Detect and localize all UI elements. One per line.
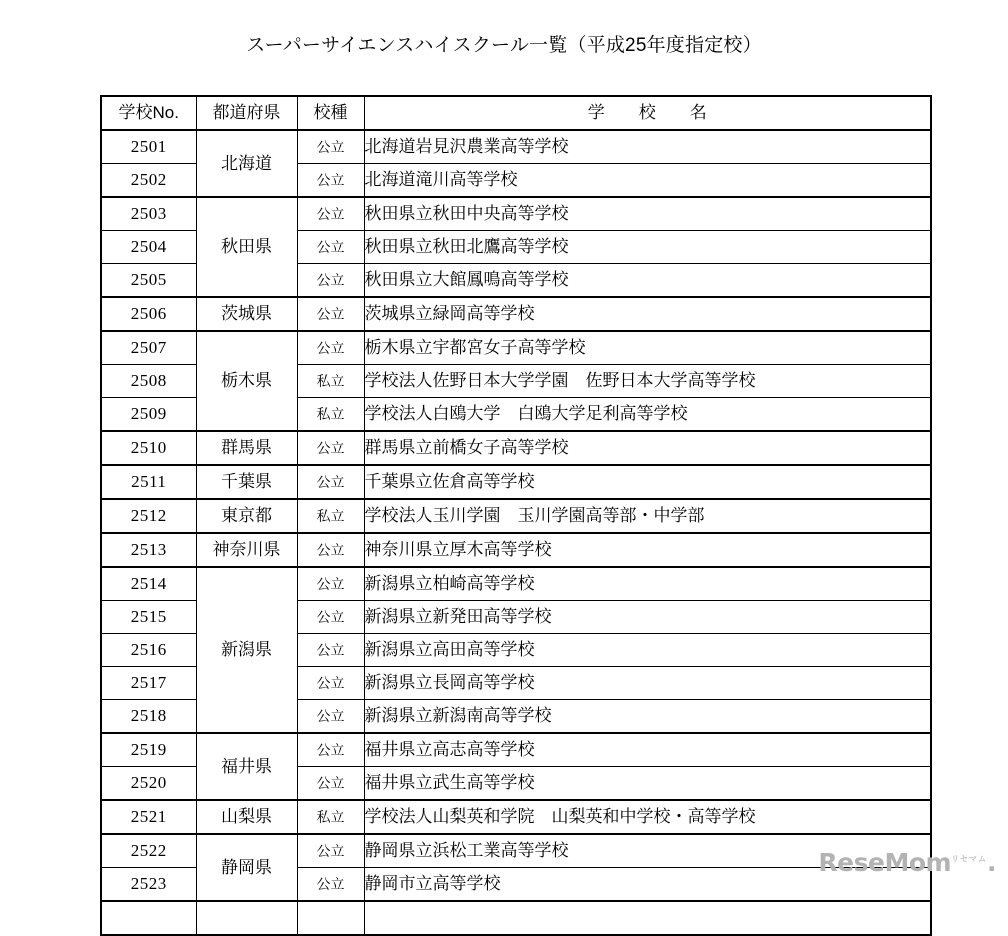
table-row (101, 733, 931, 767)
watermark-superscript: リセマム (951, 854, 987, 864)
cell-school-type: 公立 (297, 601, 364, 634)
cell-prefecture: 新潟県 (196, 567, 297, 733)
cell-school-name: 茨城県立緑岡高等学校 (364, 297, 931, 331)
cell-school-name: 秋田県立大館鳳鳴高等学校 (364, 264, 931, 298)
cell-school-type: 私立 (297, 398, 364, 432)
cell-school-no: 2504 (101, 231, 196, 264)
cell-school-type: 私立 (297, 499, 364, 533)
cell-school-no: 2522 (101, 834, 196, 868)
cell-school-name: 新潟県立新発田高等学校 (364, 601, 931, 634)
page-title: スーパーサイエンスハイスクール一覧（平成25年度指定校） (246, 35, 762, 56)
cell-prefecture: 群馬県 (196, 431, 297, 465)
column-header-school-type: 校種 (297, 96, 364, 130)
cell-school-no: 2503 (101, 197, 196, 231)
cell-school-type: 公立 (297, 431, 364, 465)
cell-prefecture: 茨城県 (196, 297, 297, 331)
cell-school-type: 公立 (297, 164, 364, 198)
cell-prefecture: 東京都 (196, 499, 297, 533)
table-row (101, 465, 931, 499)
watermark-suffix: . (987, 848, 996, 877)
cell-school-name: 栃木県立宇都宮女子高等学校 (364, 331, 931, 365)
column-header-school-no: 学校No. (101, 96, 196, 130)
cell-school-name: 学校法人玉川学園 玉川学園高等部・中学部 (364, 499, 931, 533)
cell-school-name: 新潟県立高田高等学校 (364, 634, 931, 667)
cell-school-type: 公立 (297, 567, 364, 601)
cell-school-type: 公立 (297, 130, 364, 164)
table-row (101, 331, 931, 365)
cell-prefecture: 福井県 (196, 733, 297, 800)
table-row (101, 834, 931, 868)
cell-school-no: 2508 (101, 365, 196, 398)
cell-school-no: 2520 (101, 767, 196, 801)
cell-type-partial (297, 901, 364, 935)
cell-school-name: 秋田県立秋田北鷹高等学校 (364, 231, 931, 264)
cell-prefecture: 千葉県 (196, 465, 297, 499)
cell-school-no: 2514 (101, 567, 196, 601)
cell-prefecture: 静岡県 (196, 834, 297, 901)
cell-school-no: 2515 (101, 601, 196, 634)
cell-school-no: 2519 (101, 733, 196, 767)
cell-school-type: 公立 (297, 264, 364, 298)
table-row-partial (101, 901, 931, 935)
cell-school-no: 2513 (101, 533, 196, 567)
cell-school-no: 2501 (101, 130, 196, 164)
cell-school-no: 2510 (101, 431, 196, 465)
cell-prefecture: 栃木県 (196, 331, 297, 431)
cell-school-name: 福井県立高志高等学校 (364, 733, 931, 767)
table-header-row (101, 96, 931, 130)
cell-school-type: 公立 (297, 667, 364, 700)
cell-school-type: 公立 (297, 197, 364, 231)
cell-school-no: 2506 (101, 297, 196, 331)
cell-school-name: 学校法人佐野日本大学学園 佐野日本大学高等学校 (364, 365, 931, 398)
cell-name-partial (364, 901, 931, 935)
cell-school-type: 公立 (297, 767, 364, 801)
cell-school-name: 福井県立武生高等学校 (364, 767, 931, 801)
table-row (101, 130, 931, 164)
cell-school-type: 公立 (297, 733, 364, 767)
cell-school-name: 新潟県立長岡高等学校 (364, 667, 931, 700)
cell-prefecture: 山梨県 (196, 800, 297, 834)
table-body (101, 130, 931, 935)
table-row (101, 297, 931, 331)
cell-school-name: 静岡県立浜松工業高等学校 (364, 834, 931, 868)
column-header-prefecture: 都道府県 (196, 96, 297, 130)
cell-school-type: 公立 (297, 868, 364, 902)
cell-school-type: 公立 (297, 231, 364, 264)
cell-school-name: 群馬県立前橋女子高等学校 (364, 431, 931, 465)
cell-school-no: 2505 (101, 264, 196, 298)
cell-school-no: 2517 (101, 667, 196, 700)
cell-school-type: 公立 (297, 297, 364, 331)
watermark-text: ReseMom (818, 848, 952, 877)
cell-school-name: 千葉県立佐倉高等学校 (364, 465, 931, 499)
cell-school-type: 私立 (297, 365, 364, 398)
cell-school-no: 2523 (101, 868, 196, 902)
cell-prefecture: 神奈川県 (196, 533, 297, 567)
cell-school-type: 公立 (297, 465, 364, 499)
cell-school-name: 学校法人白鴎大学 白鴎大学足利高等学校 (364, 398, 931, 432)
cell-school-name: 秋田県立秋田中央高等学校 (364, 197, 931, 231)
cell-school-name: 神奈川県立厚木高等学校 (364, 533, 931, 567)
table-header (101, 96, 931, 130)
table-row (101, 431, 931, 465)
column-header-school-name: 学 校 名 (364, 96, 931, 130)
cell-school-type: 公立 (297, 834, 364, 868)
cell-school-no: 2521 (101, 800, 196, 834)
table-row (101, 567, 931, 601)
cell-school-no: 2516 (101, 634, 196, 667)
table-row (101, 499, 931, 533)
table-row (101, 197, 931, 231)
cell-school-no: 2509 (101, 398, 196, 432)
cell-school-type: 公立 (297, 331, 364, 365)
school-list-table (100, 95, 932, 936)
cell-school-no: 2511 (101, 465, 196, 499)
cell-school-name: 北海道岩見沢農業高等学校 (364, 130, 931, 164)
cell-school-type: 公立 (297, 700, 364, 734)
school-list-table-container (100, 95, 930, 936)
cell-school-type: 公立 (297, 533, 364, 567)
cell-school-no: 2512 (101, 499, 196, 533)
cell-school-name: 学校法人山梨英和学院 山梨英和中学校・高等学校 (364, 800, 931, 834)
cell-prefecture: 北海道 (196, 130, 297, 197)
cell-school-name: 静岡市立高等学校 (364, 868, 931, 902)
cell-school-no: 2507 (101, 331, 196, 365)
cell-school-name: 北海道滝川高等学校 (364, 164, 931, 198)
cell-school-name: 新潟県立柏崎高等学校 (364, 567, 931, 601)
cell-school-no: 2518 (101, 700, 196, 734)
table-row (101, 800, 931, 834)
table-row (101, 533, 931, 567)
cell-school-type: 公立 (297, 634, 364, 667)
cell-school-name: 新潟県立新潟南高等学校 (364, 700, 931, 734)
cell-school-no: 2502 (101, 164, 196, 198)
cell-pref-partial (196, 901, 297, 935)
cell-prefecture: 秋田県 (196, 197, 297, 297)
cell-school-type: 私立 (297, 800, 364, 834)
cell-no-partial (101, 901, 196, 935)
